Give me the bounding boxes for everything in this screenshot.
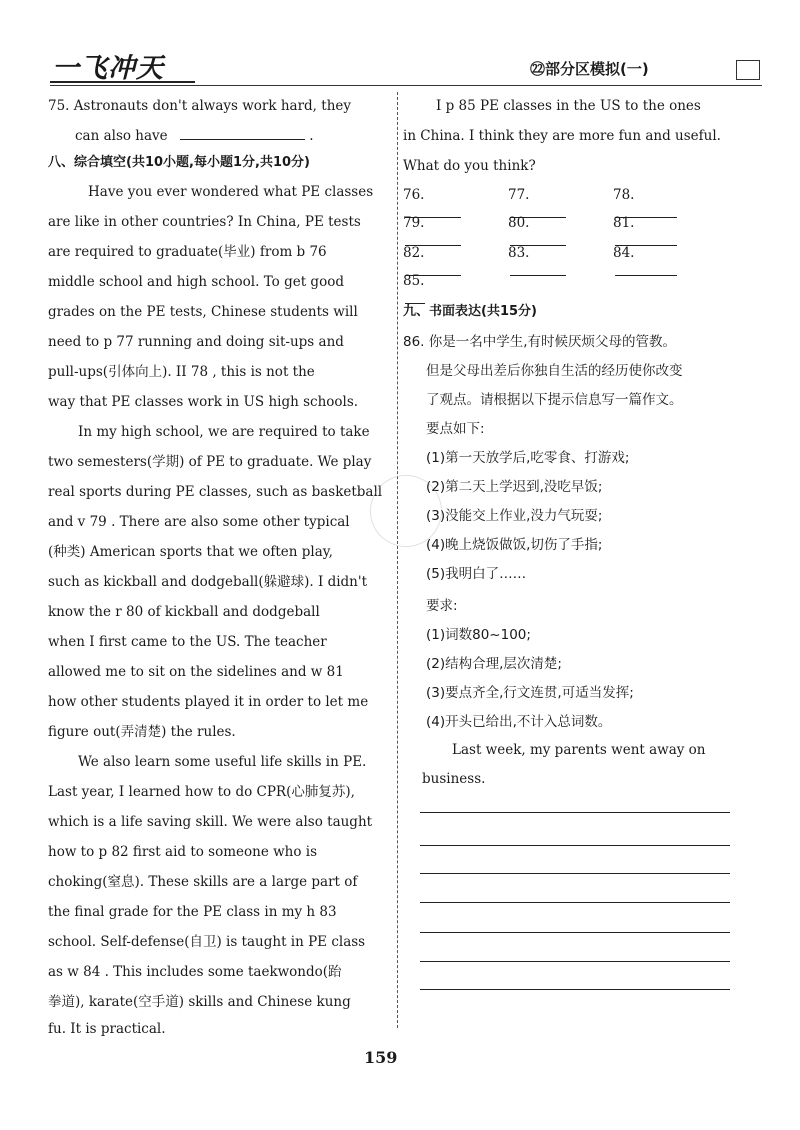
section8-title: 八、综合填空(共10小题,每小题1分,共10分) xyxy=(48,155,310,170)
brand-underline xyxy=(50,81,195,83)
passage-line: as w 84 . This includes some taekwondo(跆 xyxy=(48,964,342,980)
passage-line: and v 79 . There are also some other typical xyxy=(48,514,350,530)
answer-label: 79. xyxy=(403,215,425,231)
q86-line: 了观点。请根据以下提示信息写一篇作文。 xyxy=(426,392,683,408)
passage-line: (种类) American sports that we often play, xyxy=(48,544,333,560)
answer-label: 83. xyxy=(508,245,530,261)
q75-line-1: 75. Astronauts don't always work hard, they xyxy=(48,98,351,114)
passage-line: how to p 82 first aid to someone who is xyxy=(48,844,318,860)
answer-label: 76. xyxy=(403,187,425,203)
q86-line: (3)没能交上作业,没力气玩耍; xyxy=(426,508,603,524)
answer-blank-84[interactable] xyxy=(615,261,677,276)
q86-line: (1)词数80~100; xyxy=(426,627,531,643)
passage-line: In my high school, we are required to take xyxy=(78,424,370,440)
writing-line[interactable] xyxy=(420,873,730,874)
essay-start-line-2: business. xyxy=(422,771,486,787)
q86-line: 但是父母出差后你独自生活的经历使你改变 xyxy=(426,363,683,379)
q86-line: 要求: xyxy=(426,598,458,614)
answer-blank-81[interactable] xyxy=(615,231,677,246)
passage-line: how other students played it in order to let me xyxy=(48,694,369,710)
passage-line: Last year, I learned how to do CPR(心肺复苏), xyxy=(48,784,355,800)
writing-line[interactable] xyxy=(420,989,730,990)
q86-line: (2)第二天上学迟到,没吃早饭; xyxy=(426,479,603,495)
answer-blank-79[interactable] xyxy=(405,231,461,246)
passage-line: when I first came to the US. The teacher xyxy=(48,634,327,650)
passage-line: figure out(弄清楚) the rules. xyxy=(48,724,236,740)
q86-line: (4)晚上烧饭做饭,切伤了手指; xyxy=(426,537,603,553)
writing-line[interactable] xyxy=(420,845,730,846)
writing-line[interactable] xyxy=(420,961,730,962)
passage-line: I p 85 PE classes in the US to the ones xyxy=(436,98,701,114)
essay-start-line-1: Last week, my parents went away on xyxy=(452,742,706,758)
passage-line: which is a life saving skill. We were also taught xyxy=(48,814,373,830)
answer-blank-83[interactable] xyxy=(510,261,566,276)
answer-blank-85[interactable] xyxy=(405,289,425,304)
writing-line[interactable] xyxy=(420,932,730,933)
answer-blank-80[interactable] xyxy=(510,231,566,246)
writing-line[interactable] xyxy=(420,812,730,813)
passage-line: are like in other countries? In China, PE tests xyxy=(48,214,361,230)
q75-answer-blank[interactable] xyxy=(180,125,305,140)
answer-label: 81. xyxy=(613,215,635,231)
passage-line: two semesters(学期) of PE to graduate. We play xyxy=(48,454,372,470)
passage-line: way that PE classes work in US high schools. xyxy=(48,394,359,410)
header-rule xyxy=(50,85,762,86)
answer-label: 77. xyxy=(508,187,530,203)
q86-line: 86. 你是一名中学生,有时候厌烦父母的管教。 xyxy=(403,334,677,350)
passage-line: school. Self-defense(自卫) is taught in PE class xyxy=(48,934,366,950)
passage-line: such as kickball and dodgeball(躲避球). I didn't xyxy=(48,574,368,590)
passage-line: We also learn some useful life skills in PE. xyxy=(78,754,367,770)
q86-line: (5)我明白了…… xyxy=(426,566,527,582)
passage-line: know the r 80 of kickball and dodgeball xyxy=(48,604,320,620)
answer-label: 82. xyxy=(403,245,425,261)
q86-line: (2)结构合理,层次清楚; xyxy=(426,656,562,672)
passage-line: choking(窒息). These skills are a large part of xyxy=(48,874,358,890)
writing-line[interactable] xyxy=(420,902,730,903)
passage-line: the final grade for the PE class in my h 83 xyxy=(48,904,337,920)
page-header xyxy=(30,38,760,86)
passage-line: grades on the PE tests, Chinese students will xyxy=(48,304,358,320)
section-label: ㉒部分区模拟(一) xyxy=(530,60,649,78)
q75-line-2: can also have . xyxy=(75,125,314,145)
q75-text: can also have xyxy=(75,128,168,144)
answer-label: 80. xyxy=(508,215,530,231)
brand-title: 一飞冲天 xyxy=(52,53,164,84)
answer-label: 78. xyxy=(613,187,635,203)
corner-box-icon xyxy=(736,60,760,80)
passage-line: pull-ups(引体向上). II 78 , this is not the xyxy=(48,364,315,380)
q86-line: (4)开头已给出,不计入总词数。 xyxy=(426,714,612,730)
passage-line: 拳道), karate(空手道) skills and Chinese kung xyxy=(48,994,351,1010)
answer-label: 85. xyxy=(403,273,425,289)
passage-line: What do you think? xyxy=(403,158,536,174)
section9-title: 九、书面表达(共15分) xyxy=(403,304,537,319)
q86-line: 要点如下: xyxy=(426,421,485,437)
passage-line: in China. I think they are more fun and useful. xyxy=(403,128,721,144)
passage-line: fu. It is practical. xyxy=(48,1021,166,1037)
passage-line: Have you ever wondered what PE classes xyxy=(88,184,374,200)
q86-line: (1)第一天放学后,吃零食、打游戏; xyxy=(426,450,630,466)
q86-line: (3)要点齐全,行文连贯,可适当发挥; xyxy=(426,685,634,701)
passage-line: are required to graduate(毕业) from b 76 xyxy=(48,244,327,260)
passage-line: real sports during PE classes, such as basketball xyxy=(48,484,383,500)
page-number: 159 xyxy=(364,1048,398,1067)
passage-line: middle school and high school. To get good xyxy=(48,274,344,290)
answer-label: 84. xyxy=(613,245,635,261)
column-divider xyxy=(397,92,398,1028)
passage-line: allowed me to sit on the sidelines and w 81 xyxy=(48,664,344,680)
passage-line: need to p 77 running and doing sit-ups and xyxy=(48,334,344,350)
